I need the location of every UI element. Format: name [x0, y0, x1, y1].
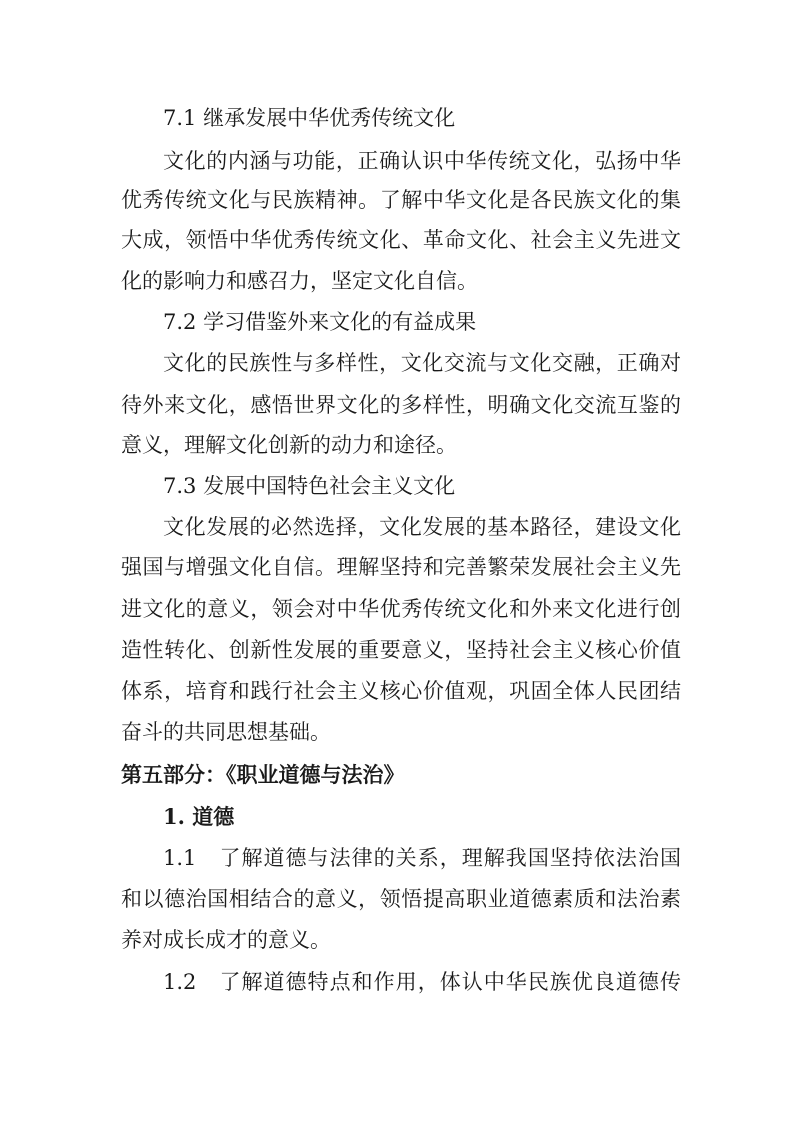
paragraph-line: 大成，领悟中华优秀传统文化、革命文化、社会主义先进文 — [121, 228, 681, 252]
paragraph-line: 进文化的意义，领会对中华优秀传统文化和外来文化进行创 — [121, 597, 681, 621]
paragraph-line: 1.1 了解道德与法律的关系，理解我国坚持依法治国 — [163, 846, 681, 870]
paragraph-line: 奋斗的共同思想基础。 — [121, 720, 331, 744]
part-five-heading: 第五部分：《职业道德与法治》 — [121, 762, 405, 787]
paragraph-line: 意义，理解文化创新的动力和途径。 — [121, 433, 457, 457]
paragraph-line: 待外来文化，感悟世界文化的多样性，明确文化交流互鉴的 — [121, 393, 681, 417]
section-heading-7-3: 7.3 发展中国特色社会主义文化 — [163, 474, 456, 498]
paragraph-line: 文化发展的必然选择，文化发展的基本路径，建设文化 — [163, 515, 681, 539]
section-heading-7-1: 7.1 继承发展中华优秀传统文化 — [163, 106, 456, 130]
paragraph-line: 优秀传统文化与民族精神。了解中华文化是各民族文化的集 — [121, 188, 681, 212]
section-heading-7-2: 7.2 学习借鉴外来文化的有益成果 — [163, 310, 477, 334]
paragraph-line: 文化的民族性与多样性，文化交流与文化交融，正确对 — [163, 351, 681, 375]
paragraph-line: 和以德治国相结合的意义，领悟提高职业道德素质和法治素 — [121, 887, 681, 911]
paragraph-line: 文化的内涵与功能，正确认识中华传统文化，弘扬中华 — [163, 149, 681, 173]
paragraph-line: 体系，培育和践行社会主义核心价值观，巩固全体人民团结 — [121, 679, 681, 703]
paragraph-line: 养对成长成才的意义。 — [121, 928, 331, 952]
paragraph-line: 化的影响力和感召力，坚定文化自信。 — [121, 269, 478, 293]
paragraph-line: 造性转化、创新性发展的重要意义，坚持社会主义核心价值 — [121, 638, 681, 662]
subheading-morality: 1. 道德 — [163, 804, 235, 829]
paragraph-line: 强国与增强文化自信。理解坚持和完善繁荣发展社会主义先 — [121, 555, 681, 579]
paragraph-line: 1.2 了解道德特点和作用，体认中华民族优良道德传 — [163, 970, 681, 994]
